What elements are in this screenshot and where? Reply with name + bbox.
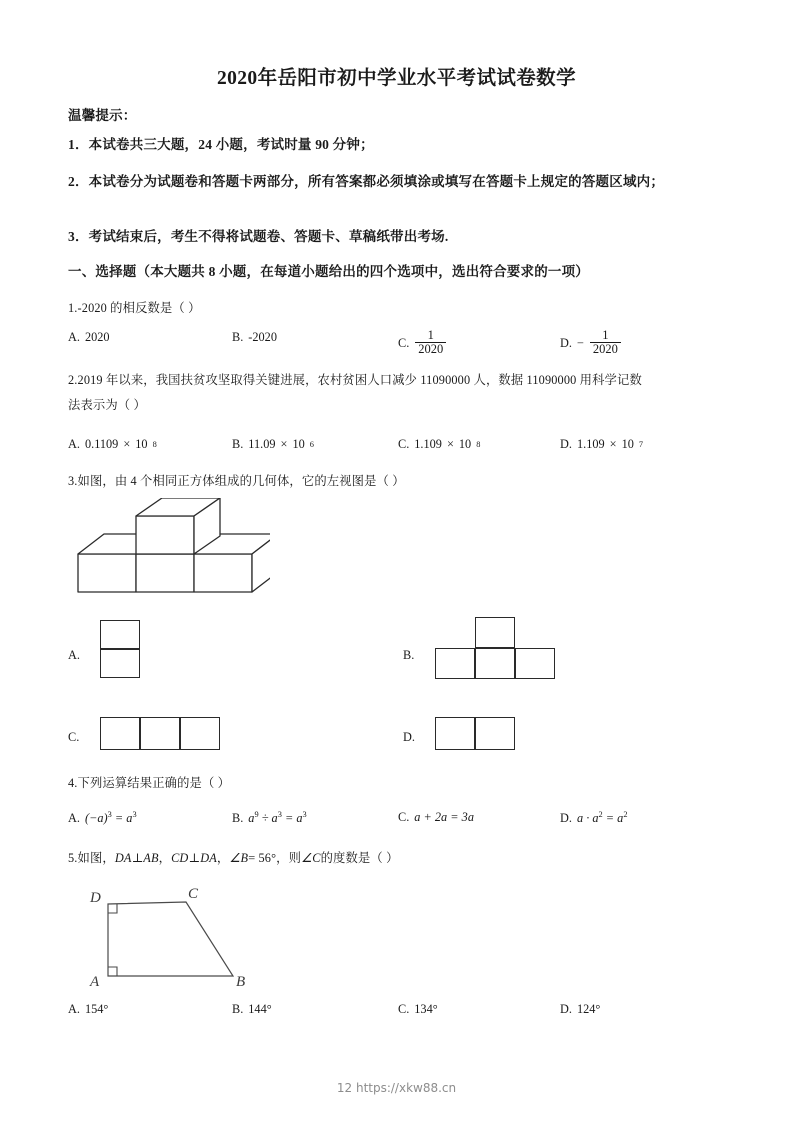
option-4-A[interactable] — [68, 810, 137, 826]
option-text: -2020 — [248, 330, 277, 344]
fraction-neg-one-over-2020 — [590, 329, 621, 356]
option-label: A. — [68, 330, 80, 344]
grid-square — [515, 648, 555, 679]
option-label: C. — [398, 1002, 410, 1016]
angle-B-value: = 56° — [248, 851, 277, 865]
stem-part: 的度数是（ ） — [320, 851, 399, 865]
option-text: 124° — [576, 1002, 601, 1016]
option-2-C[interactable] — [398, 437, 480, 452]
stem-part: 5.如图， — [68, 851, 115, 865]
grid-square — [100, 717, 140, 750]
times-sign: × — [609, 437, 617, 451]
option-text: 144° — [248, 1002, 272, 1016]
option-expression: $a \cdot a^2 = a^2$ — [576, 810, 628, 826]
fraction-denominator: 2020 — [415, 342, 446, 356]
option-mantissa: 0.1109 — [84, 437, 119, 451]
grid-square — [435, 717, 475, 750]
vertex-label-C: C — [188, 886, 199, 902]
times-sign: × — [123, 437, 131, 451]
option-1-C[interactable] — [398, 330, 447, 357]
perp-symbol: ⊥ — [131, 851, 144, 865]
notice-item-3: 3．考试结束后，考生不得将试题卷、答题卡、草稿纸带出考场. — [68, 229, 449, 244]
segment-DA: DA — [114, 851, 132, 865]
option-base: 10 — [621, 437, 634, 451]
vertex-label-D: D — [90, 890, 101, 906]
option-2-D[interactable] — [560, 437, 643, 452]
option-label: D. — [560, 336, 572, 351]
question-1-options — [68, 330, 733, 366]
grid-square — [435, 648, 475, 679]
grid-square — [475, 717, 515, 750]
question-2-stem-line-2: 法表示为（ ） — [68, 398, 146, 412]
grid-square — [475, 617, 515, 648]
times-sign: × — [280, 437, 288, 451]
option-4-C[interactable] — [398, 810, 474, 825]
section-heading-multiple-choice: 一、选择题（本大题共 8 小题，在每道小题给出的四个选项中，选出符合要求的一项） — [68, 264, 589, 279]
vertex-label-B: B — [236, 974, 246, 990]
option-base: 10 — [292, 437, 305, 451]
notice-item-1: 1．本试卷共三大题，24 小题，考试时量 90 分钟； — [68, 137, 374, 152]
perp-symbol: ⊥ — [188, 851, 201, 865]
four-cube-solid-figure — [70, 498, 270, 608]
option-3-B-label: B. — [403, 648, 415, 662]
option-label: A. — [68, 1002, 80, 1016]
option-1-A[interactable] — [68, 330, 110, 345]
option-expression: a + 2a = 3a — [414, 810, 474, 824]
option-label: D. — [560, 810, 572, 825]
option-exponent: 7 — [638, 440, 644, 449]
option-exponent: 8 — [152, 440, 157, 449]
option-5-B[interactable] — [232, 1002, 272, 1017]
times-sign: × — [446, 437, 454, 451]
fraction-numerator: 1 — [427, 328, 434, 342]
question-2-stem-line-1: 2.2019 年以来，我国扶贫攻坚取得关键进展，农村贫困人口减少 11090000 人，数据 11090000 用科学记数 — [68, 373, 642, 387]
grid-square — [475, 648, 515, 679]
question-4-options — [68, 810, 733, 844]
option-base: 10 — [135, 437, 148, 451]
option-label: A. — [68, 810, 80, 825]
segment-DA-2: DA — [200, 851, 217, 865]
angle-C: ∠C — [301, 851, 321, 865]
grid-square — [100, 649, 140, 678]
question-5-options — [68, 1002, 733, 1036]
option-exponent: 8 — [476, 440, 481, 449]
option-base: 10 — [458, 437, 472, 451]
grid-square — [180, 717, 220, 750]
notice-heading: 温馨提示： — [68, 108, 137, 123]
option-3-A-label: A. — [68, 648, 80, 662]
option-label: B. — [232, 1002, 244, 1016]
question-1-stem: 1.-2020 的相反数是（ ） — [68, 301, 201, 315]
question-4-stem: 4.下列运算结果正确的是（ ） — [68, 776, 231, 790]
option-2-B[interactable] — [232, 437, 314, 452]
option-5-A[interactable] — [68, 1002, 108, 1017]
option-label: D. — [560, 1002, 572, 1016]
option-label: B. — [232, 330, 244, 344]
right-trapezoid-figure — [78, 882, 278, 997]
option-4-B[interactable] — [232, 810, 307, 826]
minus-sign: − — [576, 336, 584, 351]
option-label: C. — [398, 336, 410, 351]
option-1-D[interactable] — [560, 330, 622, 357]
page-footer-watermark: 12 https://xkw88.cn — [336, 1081, 457, 1095]
grid-square — [100, 620, 140, 649]
option-exponent: 6 — [309, 440, 314, 449]
option-label: D. — [560, 437, 572, 451]
option-3-D-label: D. — [403, 730, 415, 744]
option-text: 154° — [84, 1002, 109, 1016]
question-3-stem: 3.如图，由 4 个相同正方体组成的几何体，它的左视图是（ ） — [68, 474, 405, 488]
option-mantissa: 11.09 — [248, 437, 276, 451]
page-title: 2020年岳阳市初中学业水平考试试卷数学 — [216, 68, 576, 89]
fraction-denominator: 2020 — [590, 342, 621, 356]
stem-part: ，则 — [276, 851, 302, 865]
angle-B: ∠B — [229, 851, 249, 865]
option-label: C. — [398, 437, 410, 451]
option-mantissa: 1.109 — [576, 437, 605, 451]
question-5-stem — [68, 849, 733, 869]
fraction-numerator: 1 — [602, 328, 609, 342]
option-3-C-label: C. — [68, 730, 80, 744]
grid-square — [140, 717, 180, 750]
option-label: C. — [398, 810, 410, 824]
stem-part: ， — [216, 851, 230, 865]
option-1-B[interactable] — [232, 330, 277, 345]
option-expression: $(-a)^3 = a^3$ — [84, 810, 137, 826]
notice-item-2: 2．本试卷分为试题卷和答题卡两部分，所有答案都必须填涂或填写在答题卡上规定的答题区域内； — [68, 174, 665, 189]
segment-AB: AB — [143, 851, 159, 865]
segment-CD: CD — [171, 851, 189, 865]
option-2-A[interactable] — [68, 437, 157, 452]
option-label: A. — [68, 437, 80, 451]
vertex-label-A: A — [90, 974, 100, 990]
option-text: 2020 — [84, 330, 110, 344]
option-mantissa: 1.109 — [414, 437, 442, 451]
option-label: B. — [232, 810, 244, 825]
option-text: 134° — [414, 1002, 438, 1016]
option-4-D[interactable] — [560, 810, 628, 826]
fraction-one-over-2020 — [415, 329, 446, 356]
option-expression: $a^9 \div a^3 = a^3$ — [248, 810, 307, 826]
stem-part: ， — [158, 851, 172, 865]
option-5-C[interactable] — [398, 1002, 438, 1017]
option-5-D[interactable] — [560, 1002, 600, 1017]
question-2-options — [68, 437, 733, 471]
option-label: B. — [232, 437, 244, 451]
